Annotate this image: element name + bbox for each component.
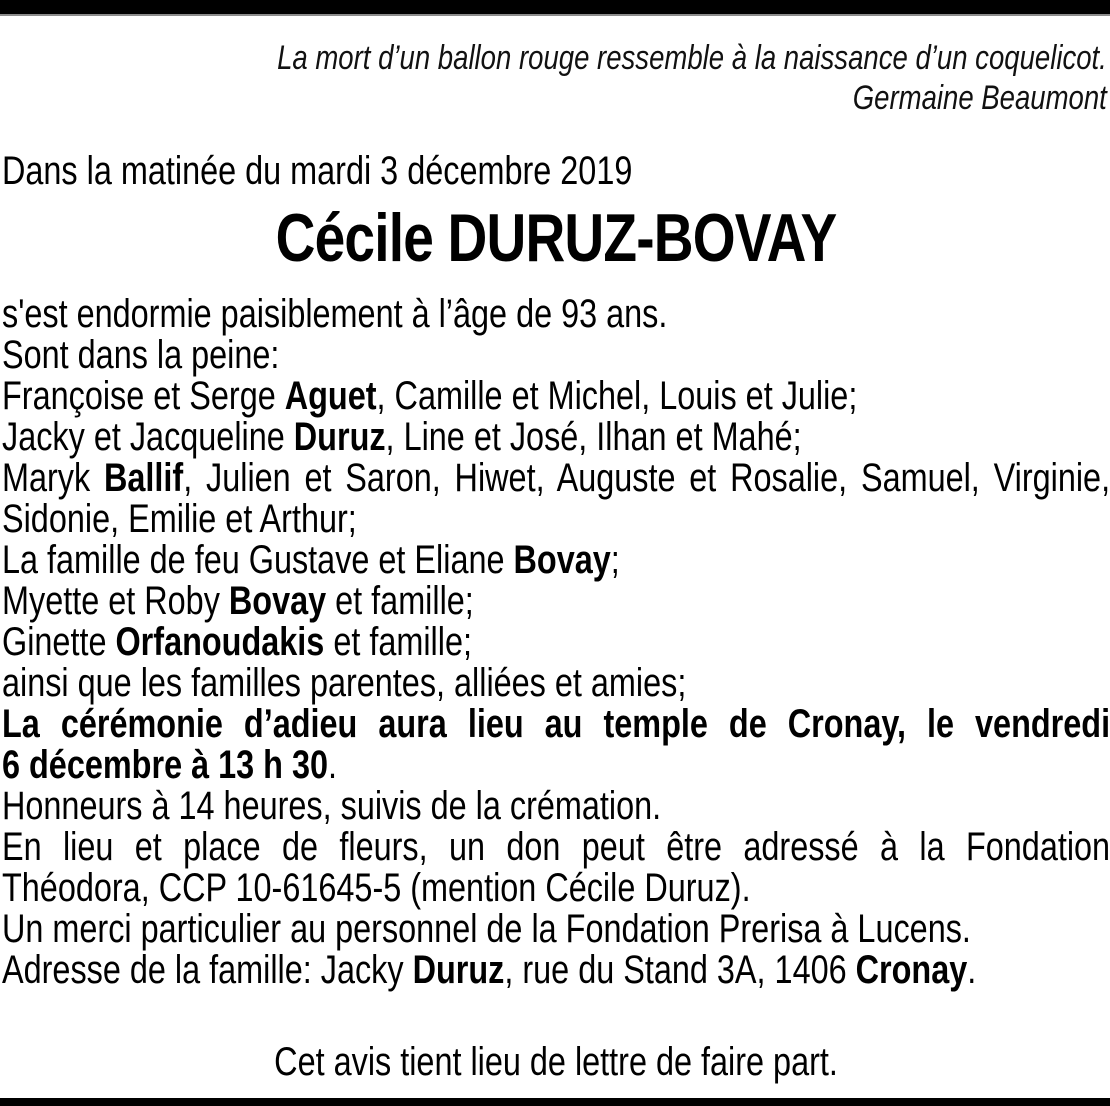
body-text: En lieu et place de fleurs, un don peut être adressé à la Fondation xyxy=(2,825,1110,869)
body-line xyxy=(2,458,1110,499)
deceased-name-title: Cécile DURUZ-BOVAY xyxy=(275,200,837,276)
body-text: , Camille et Michel, Louis et Julie; xyxy=(376,374,858,418)
family-name-bold: Duruz xyxy=(293,415,386,459)
body-text: Maryk xyxy=(2,456,105,500)
body-line xyxy=(2,909,1110,950)
family-name-bold: Bovay xyxy=(513,538,611,582)
family-name-bold: Bovay xyxy=(228,579,327,623)
body-line xyxy=(2,786,1110,827)
body-text: Myette et Roby xyxy=(2,579,229,623)
body-text: . xyxy=(327,743,338,787)
body-text: Sidonie, Emilie et Arthur; xyxy=(2,497,357,541)
body-line xyxy=(2,827,1110,868)
family-name-bold: Cronay xyxy=(855,948,968,992)
body-text: ; xyxy=(610,538,620,582)
body-text: Sont dans la peine: xyxy=(2,333,280,377)
body-text: Françoise et Serge xyxy=(2,374,285,418)
death-date-line: Dans la matinée du mardi 3 décembre 2019 xyxy=(2,149,633,193)
body-text: , Line et José, Ilhan et Mahé; xyxy=(385,415,802,459)
body-line xyxy=(2,950,1110,991)
body-line xyxy=(2,704,1110,745)
body-line xyxy=(2,868,1110,909)
bottom-border-bar xyxy=(0,1098,1110,1106)
body-line xyxy=(2,540,1110,581)
body-text: La famille de feu Gustave et Eliane xyxy=(2,538,514,582)
epigraph xyxy=(2,38,1110,118)
body-line xyxy=(2,622,1110,663)
body-text: ainsi que les familles parentes, alliées et amies; xyxy=(2,661,687,705)
notice-content xyxy=(2,16,1110,1083)
body-text: . xyxy=(967,948,977,992)
epigraph-quote: La mort d’un ballon rouge ressemble à la naissance d’un coquelicot. xyxy=(277,39,1107,77)
body-text: Jacky et Jacqueline xyxy=(2,415,294,459)
body-line xyxy=(2,294,1110,335)
body-text: Un merci particulier au personnel de la Fondation Prerisa à Lucens. xyxy=(2,907,971,951)
body-line xyxy=(2,376,1110,417)
footer-note: Cet avis tient lieu de lettre de faire part. xyxy=(274,1040,838,1084)
obituary-body xyxy=(2,294,1110,991)
body-text: s'est endormie paisiblement à l’âge de 93 ans. xyxy=(2,292,668,336)
body-text: Adresse de la famille: Jacky xyxy=(2,948,413,992)
family-name-bold: 6 décembre à 13 h 30 xyxy=(2,743,328,787)
family-name-bold: Aguet xyxy=(284,374,377,418)
family-name-bold: Orfanoudakis xyxy=(115,620,325,664)
family-name-bold: Duruz xyxy=(412,948,505,992)
body-text: , rue du Stand 3A, 1406 xyxy=(504,948,856,992)
body-text: Théodora, CCP 10-61645-5 (mention Cécile Duruz). xyxy=(2,866,751,910)
top-border-bar xyxy=(0,0,1110,16)
body-line xyxy=(2,417,1110,458)
body-text: et famille; xyxy=(324,620,472,664)
body-line xyxy=(2,581,1110,622)
epigraph-attribution: Germaine Beaumont xyxy=(852,79,1107,117)
body-text: et famille; xyxy=(326,579,474,623)
body-line xyxy=(2,663,1110,704)
body-line xyxy=(2,499,1110,540)
body-line xyxy=(2,745,1110,786)
body-text: , Julien et Saron, Hiwet, Auguste et Rosalie, Samuel, Virginie, xyxy=(183,456,1110,500)
body-text: Honneurs à 14 heures, suivis de la crémation. xyxy=(2,784,662,828)
family-name-bold: La cérémonie d’adieu aura lieu au temple de Cronay, le vendredi xyxy=(2,702,1110,746)
body-text: Ginette xyxy=(2,620,116,664)
body-line xyxy=(2,335,1110,376)
family-name-bold: Ballif xyxy=(104,456,184,500)
